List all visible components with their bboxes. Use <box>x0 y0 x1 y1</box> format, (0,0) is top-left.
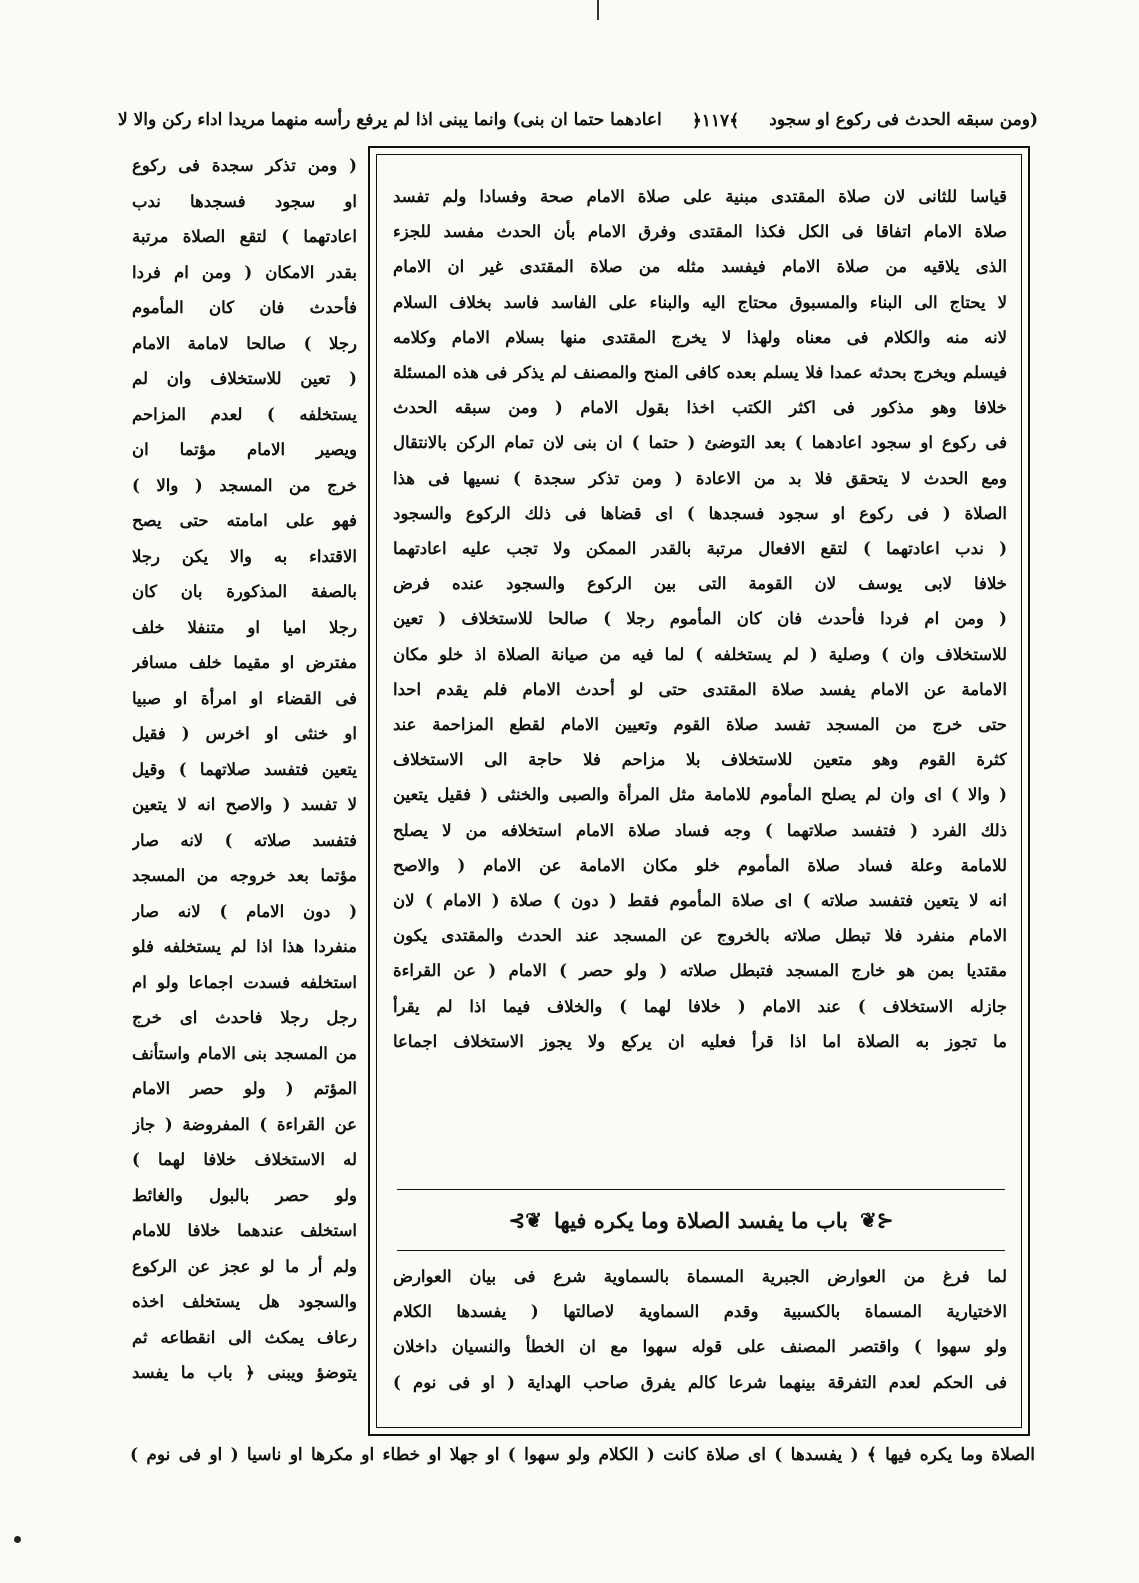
running-header <box>118 102 1038 138</box>
matn-line: او خنثى او اخرس ( فقيل <box>132 724 357 743</box>
commentary-line: ( والا ) اى وان لم يصلح المأموم للامامة مثل المرأة والصبى والخنثى ( فقيل يتعين <box>393 785 1007 805</box>
commentary-line: لانه منه والكلام فى معناه ولهذا لا يخرج المقتدى منها بسلام الامام وكلامه <box>393 327 1007 347</box>
scan-mark <box>597 0 599 20</box>
matn-line: فى القضاء او امرأة او صبيا <box>132 688 357 708</box>
matn-line: يتوضؤ ويبنى ﴿ باب ما يفسد <box>132 1363 357 1382</box>
commentary-line: الامام منفرد فلا تبطل صلاته بالخروج عن المسجد عند الحدث والمقتدى يكون <box>393 926 1007 946</box>
commentary-inner-frame <box>376 154 1022 1428</box>
running-footer: الصلاة وما يكره فيها ﴾ ( يفسدها ) اى صلاة كانت ( الكلام ولو سهوا ) او جهلا او خطاء او مكرها او ناسيا ( او فى نوم ) <box>130 1445 1035 1465</box>
matn-line: يتعين فتفسد صلاتهما ) وقيل <box>132 759 357 779</box>
commentary-line: ( ومن ام فردا فأحدث فان كان المأموم رجلا ) صالحا للاستخلاف ( تعين <box>393 609 1007 629</box>
matn-line: او سجود فسجدها ندب <box>132 191 357 211</box>
page-number: ﴾١١٧﴿ <box>691 110 740 131</box>
matn-line: مؤتما بعد خروجه من المسجد <box>132 866 357 885</box>
commentary-line: خلافا لابى يوسف لان القومة التى بين الركوع والسجود عنده فرض <box>393 574 1007 594</box>
commentary-line: ما تجوز به الصلاة اما اذا قرأ فعليه ان يركع ولا يجوز الاستخلاف اجماعا <box>393 1031 1007 1051</box>
commentary-line: فى ركوع او سجود اعادهما ) بعد التوضئ ( حتما ) ان بنى لان تمام الركن بالانتقال <box>393 433 1007 453</box>
matn-line: منفردا هذا اذا لم يستخلفه فلو <box>132 937 357 956</box>
commentary-line: الذى يلاقيه من صلاة الامام فيفسد مثله من صلاة المقتدى غير ان الامام <box>393 257 1007 277</box>
commentary-frame <box>368 146 1030 1436</box>
chapter-commentary-line: لما فرغ من العوارض الجبرية المسماة بالسماوية شرع فى بيان العوارض <box>393 1267 1007 1286</box>
matn-line: رعاف يمكث الى انقطاعه ثم <box>132 1327 357 1347</box>
matn-line: ( تعين للاستخلاف وان لم <box>132 369 357 388</box>
commentary-line: صلاة الامام اتفاقا فى الكل فكذا المقتدى وفرق الامام بأن الحدث مفسد للجزء <box>393 222 1007 242</box>
matn-column <box>132 148 357 1438</box>
matn-line: ويصير الامام مؤتما ان <box>132 440 357 459</box>
matn-line: ولو حصر بالبول والغائط <box>132 1185 357 1205</box>
chapter-commentary-line: الاختيارية المسماة بالكسبية وقدم السماوية لاصالتها ( يفسدها الكلام <box>393 1302 1007 1322</box>
matn-line: عن القراءة ) المفروضة ( جاز <box>132 1114 357 1134</box>
commentary-line: كثرة القوم وهو متعين للاستخلاف بلا مزاحم فلا حاجة الى الاستخلاف <box>393 750 1007 770</box>
matn-line: خرج من المسجد ( والا ) <box>132 475 357 495</box>
commentary-line: للامامة وعلة فساد صلاة المأموم خلو مكان الامامة عن الامام ( والاصح <box>393 855 1007 875</box>
matn-line: بقدر الامكان ( ومن ام فردا <box>132 262 357 282</box>
matn-line: اعادتهما ) لتقع الصلاة مرتبة <box>132 227 357 246</box>
commentary-line: فيسلم ويخرج بحدثه عمدا فلا يسلم بعده كافى المنح والمصنف لم يذكر فى هذه المسئلة <box>393 363 1007 383</box>
matn-line: فتفسد صلاته ) لانه صار <box>132 830 357 850</box>
commentary-line: قياسا للثانى لان صلاة المقتدى مبنية على صلاة الامام صحة وفسادا ولم تفسد <box>393 187 1007 206</box>
commentary-line: انه لا يتعين فتفسد صلاته ) اى صلاة المأموم فقط ( دون ) صلاة ( الامام ) لان <box>393 891 1007 911</box>
commentary-text <box>393 179 1007 1179</box>
matn-line: رجل رجلا فاحدث اى خرج <box>132 1008 357 1027</box>
matn-line: الاقتداء به والا يكن رجلا <box>132 546 357 566</box>
matn-line: ولم أر ما لو عجز عن الركوع <box>132 1256 357 1276</box>
matn-line: المؤتم ( ولو حصر الامام <box>132 1079 357 1098</box>
commentary-line: ( ندب اعادتهما ) لتقع الافعال مرتبة بالقدر الممكن ولا تجب عليه اعادتهما <box>393 539 1007 559</box>
header-right-text: (ومن سبقه الحدث فى ركوع او سجود <box>769 110 1038 130</box>
scan-speck <box>14 1536 21 1543</box>
matn-line: لا تفسد ( والاصح انه لا يتعين <box>132 795 357 814</box>
matn-line: من المسجد بنى الامام واستأنف <box>132 1043 357 1063</box>
chapter-title: باب ما يفسد الصلاة وما يكره فيها <box>554 1207 848 1233</box>
commentary-line: ومع الحدث لا يتحقق فلا بد من الاعادة ( ومن تذكر سجدة ) نسيها فى هذا <box>393 468 1007 488</box>
chapter-commentary-text <box>393 1259 1007 1429</box>
matn-line: له الاستخلاف خلافا لهما ) <box>132 1150 357 1169</box>
commentary-line: حتى خرج من المسجد تفسد صلاة القوم وتعيين الامام لقطع المزاحمة عند <box>393 715 1007 735</box>
header-left-text: اعادهما حتما ان بنى) وانما يبنى اذا لم يرفع رأسه منهما مريدا اداء ركن والا لا <box>118 110 662 130</box>
ornament-right-icon: ⊰❦ <box>860 1208 894 1232</box>
chapter-commentary-line: فى الحكم لعدم التفرقة بينهما شرعا كالم يفرق صاحب الهداية ( او فى نوم ) <box>393 1372 1007 1392</box>
matn-line: ( دون الامام ) لانه صار <box>132 901 357 921</box>
commentary-line: لا يحتاج الى البناء والمسبوق محتاج اليه والبناء على الفاسد فاسد بخلاف السلام <box>393 292 1007 312</box>
commentary-line: الصلاة ( فى ركوع او سجود فسجدها ) اى قضاها فى ذلك الركوع والسجود <box>393 503 1007 523</box>
matn-line: فهو على امامته حتى يصح <box>132 511 357 530</box>
matn-line: استخلفه فسدت اجماعا ولو ام <box>132 972 357 992</box>
matn-line: رجلا اميا او متنفلا خلف <box>132 617 357 637</box>
ornament-left-icon: ❦⊱ <box>508 1208 542 1232</box>
commentary-line: جازله الاستخلاف ) عند الامام ( خلافا لهما ) والخلاف فيما اذا لم يقرأ <box>393 996 1007 1016</box>
commentary-line: خلافا وهو مذكور فى اكثر الكتب اخذا بقول الامام ( ومن سبقه الحدث <box>393 398 1007 418</box>
matn-line: ( ومن تذكر سجدة فى ركوع <box>132 156 357 175</box>
commentary-line: للاستخلاف وان ) وصلية ( لم يستخلفه ) لما فيه من صيانة الصلاة اذ خلو مكان <box>393 644 1007 664</box>
matn-line: والسجود هل يستخلف اخذه <box>132 1292 357 1311</box>
matn-line: استخلف عندهما خلافا للامام <box>132 1221 357 1240</box>
chapter-commentary-line: ولو سهوا ) واقتصر المصنف على قوله سهوا مع ان الخطأ والنسيان داخلان <box>393 1337 1007 1357</box>
matn-line: فأحدث فان كان المأموم <box>132 298 357 317</box>
chapter-heading <box>397 1189 1005 1251</box>
commentary-line: مقتديا بمن هو خارج المسجد فتبطل صلاته ( ولو حصر ) الامام ( عن القراءة <box>393 961 1007 981</box>
commentary-line: الامامة عن الامام يفسد صلاة المقتدى حتى لو أحدث الامام فلم يقدم احدا <box>393 679 1007 699</box>
matn-line: يستخلفه ) لعدم المزاحم <box>132 404 357 424</box>
matn-line: رجلا ) صالحا لامامة الامام <box>132 333 357 353</box>
matn-line: مفترض او مقيما خلف مسافر <box>132 653 357 672</box>
matn-line: بالصفة المذكورة بان كان <box>132 582 357 601</box>
commentary-line: ذلك الفرد ( فتفسد صلاتهما ) وجه فساد صلاة الامام استخلافه من لا يصلح <box>393 820 1007 840</box>
